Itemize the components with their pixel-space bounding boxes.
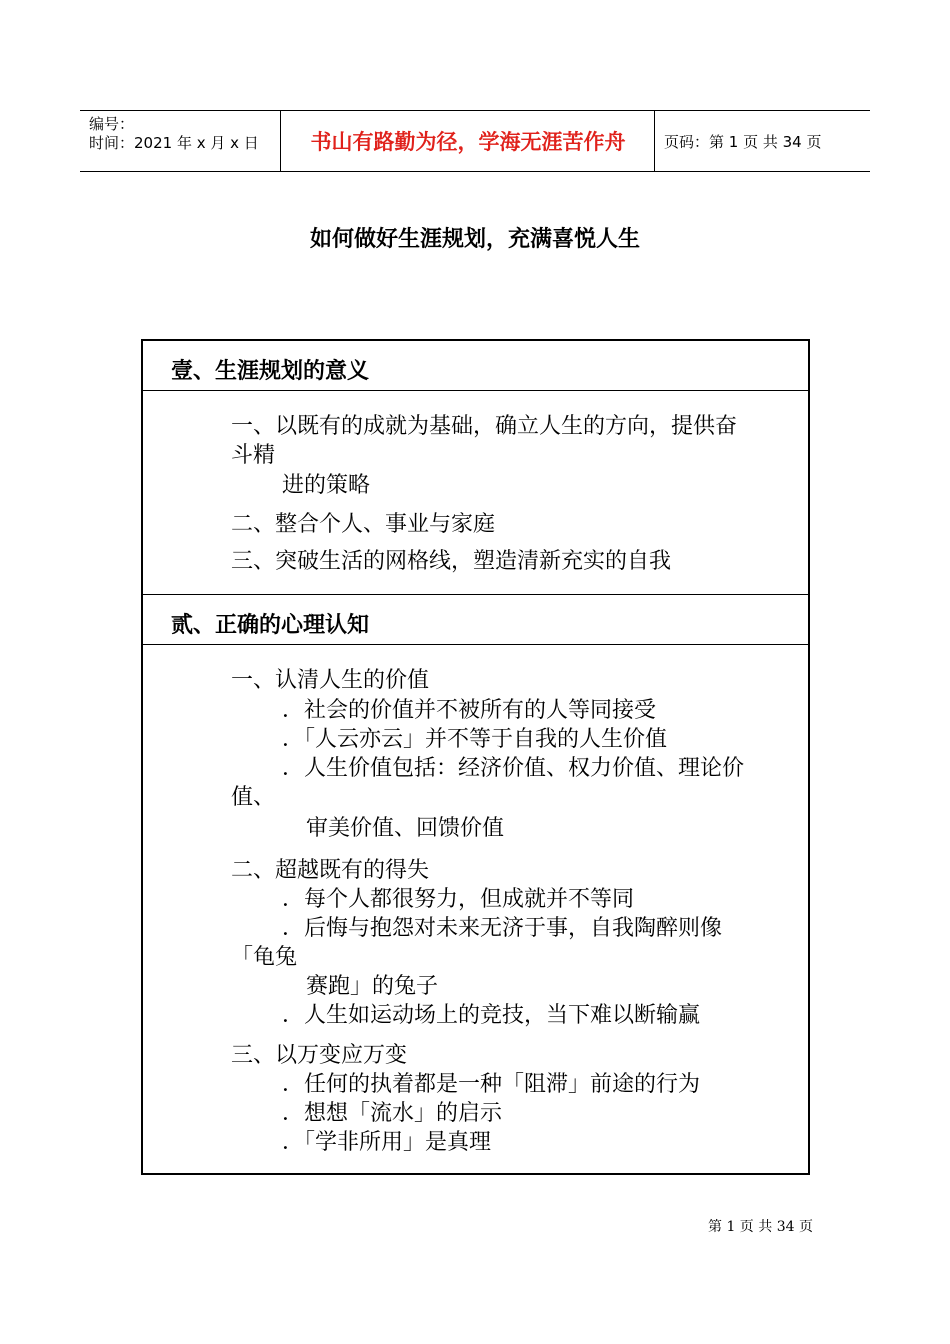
divider: [143, 644, 808, 645]
text-line: 斗精: [231, 443, 276, 468]
text-line: 「龟兔: [231, 945, 298, 970]
header-table: [80, 110, 870, 172]
text-line: ．想想「流水」的启示: [282, 1101, 503, 1126]
section-2-heading: 贰、正确的心理认知: [171, 613, 370, 638]
text-line: 值、: [231, 785, 276, 810]
header-motto: 书山有路勤为径，学海无涯苦作舟: [282, 111, 655, 171]
page-footer: 第 1 页 共 34 页: [708, 1219, 813, 1235]
text-line: ．「学非所用」是真理: [282, 1130, 492, 1155]
header-meta-cell: [80, 111, 281, 171]
number-label: 编号：: [89, 115, 135, 133]
text-line: ．人生如运动场上的竞技，当下难以断输赢: [282, 1003, 701, 1028]
text-line: 三、以万变应万变: [231, 1043, 408, 1068]
text-line: 一、认清人生的价值: [231, 668, 430, 693]
text-line: 赛跑」的兔子: [306, 974, 439, 999]
section-1-heading: 壹、生涯规划的意义: [171, 359, 370, 384]
text-line: 审美价值、回馈价值: [306, 816, 505, 841]
divider: [143, 390, 808, 391]
text-line: ．社会的价值并不被所有的人等同接受: [282, 698, 657, 723]
text-line: ．后悔与抱怨对未来无济于事，自我陶醉则像: [282, 916, 723, 941]
text-line: 一、以既有的成就为基础，确立人生的方向，提供奋: [231, 414, 738, 439]
text-line: ．每个人都很努力，但成就并不等同: [282, 887, 635, 912]
header-page-info: 页码：第 1 页 共 34 页: [664, 132, 822, 151]
text-line: 进的策略: [282, 473, 371, 498]
text-line: ．任何的执着都是一种「阻滞」前途的行为: [282, 1072, 701, 1097]
text-line: 二、整合个人、事业与家庭: [231, 512, 496, 537]
divider: [143, 594, 808, 595]
content-table: [141, 339, 810, 1175]
text-line: 二、超越既有的得失: [231, 858, 430, 883]
document-title: 如何做好生涯规划，充满喜悦人生: [309, 227, 640, 252]
time-label: 时间：2021 年 x 月 x 日: [89, 134, 259, 152]
text-line: 三、突破生活的网格线，塑造清新充实的自我: [231, 549, 672, 574]
text-line: ．「人云亦云」并不等于自我的人生价值: [282, 727, 668, 752]
text-line: ．人生价值包括：经济价值、权力价值、理论价: [282, 756, 745, 781]
